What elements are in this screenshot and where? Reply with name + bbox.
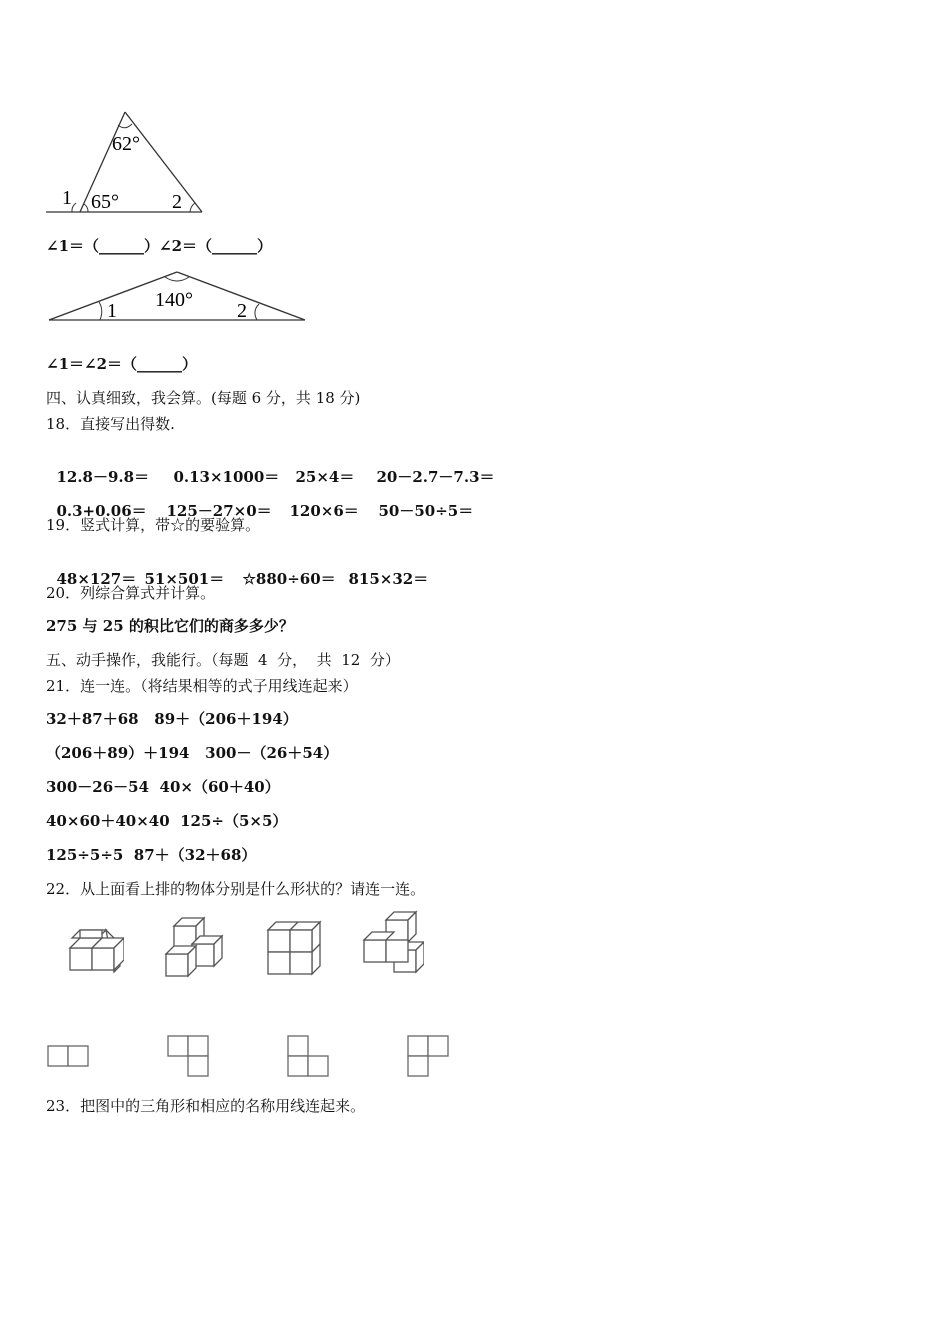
section-4-heading: 四、认真细致，我会算。(每题 6 分，共 18 分) [46, 389, 361, 407]
angle-blank-line-2: ∠1＝∠2＝（______） [46, 355, 198, 373]
q20-text: 275 与 25 的积比它们的商多多少？ [46, 617, 294, 635]
cube-group-1 [66, 928, 124, 978]
top-view-figure-1 [46, 1044, 92, 1068]
q21-pair-row: 300－26－54 40×（60＋40） [46, 778, 280, 796]
q21-pair-row: （206＋89）＋194 300－（26＋54） [46, 744, 339, 762]
triangle-1-svg [44, 106, 214, 218]
expression: ☆880÷60＝ [242, 570, 336, 588]
top-view-2 [166, 1034, 212, 1082]
angle-2-label-2: 2 [237, 300, 247, 322]
section-5-heading: 五、动手操作，我能行。（每题 4 分， 共 12 分） [46, 651, 400, 669]
angle-1-label-2: 1 [107, 300, 117, 322]
cube-figure-4 [358, 910, 424, 976]
q21-pair-row: 40×60＋40×40 125÷（5×5） [46, 812, 288, 830]
top-angle-label: 62° [112, 133, 140, 155]
cube-group-4 [358, 910, 424, 980]
q19-title: 19．竖式计算，带☆的要验算。 [46, 516, 261, 534]
top-view-figure-3 [286, 1034, 332, 1078]
expression: 125－27×0＝ [166, 502, 272, 520]
expression: 815×32＝ [348, 570, 429, 588]
expression: 12.8－9.8＝ [56, 468, 150, 486]
expression: 48×127＝ [56, 570, 137, 588]
q22-title: 22．从上面看上排的物体分别是什么形状的？请连一连。 [46, 880, 426, 898]
q18-title: 18．直接写出得数. [46, 415, 175, 433]
top-view-figure-2 [166, 1034, 212, 1078]
expression: 50－50÷5＝ [378, 502, 474, 520]
expression: 51×501＝ [144, 570, 225, 588]
top-angle-label-2: 140° [155, 289, 193, 311]
cube-group-3 [264, 918, 322, 980]
top-view-3 [286, 1034, 332, 1082]
q21-pair-row: 125÷5÷5 87＋（32＋68） [46, 846, 257, 864]
q21-pair-row: 32＋87＋68 89＋（206＋194） [46, 710, 298, 728]
expression: 0.3+0.06＝ [56, 502, 147, 520]
triangle-figure-2 [44, 266, 310, 326]
cube-group-2 [162, 916, 226, 982]
expression: 20－2.7－7.3＝ [376, 468, 495, 486]
q23-title: 23．把图中的三角形和相应的名称用线连起来。 [46, 1097, 366, 1115]
expression: 0.13×1000＝ [173, 468, 280, 486]
top-view-1 [46, 1044, 92, 1072]
inner-angle-label: 65° [91, 191, 119, 213]
angle-blank-line-1: ∠1＝（______）∠2＝（______） [46, 237, 273, 255]
q21-title: 21．连一连。（将结果相等的式子用线连起来） [46, 677, 358, 695]
expression: 120×6＝ [289, 502, 359, 520]
triangle-2-svg [44, 266, 310, 326]
angle-1-label: 1 [62, 187, 72, 209]
top-view-4 [406, 1034, 452, 1082]
cube-figure-2 [162, 916, 226, 978]
cube-figure-3 [264, 918, 322, 976]
q20-title: 20．列综合算式并计算。 [46, 584, 216, 602]
expression: 25×4＝ [295, 468, 355, 486]
top-view-figure-4 [406, 1034, 452, 1078]
angle-2-label: 2 [172, 191, 182, 213]
triangle-figure-1 [44, 106, 214, 218]
cube-figure-1 [66, 928, 124, 974]
